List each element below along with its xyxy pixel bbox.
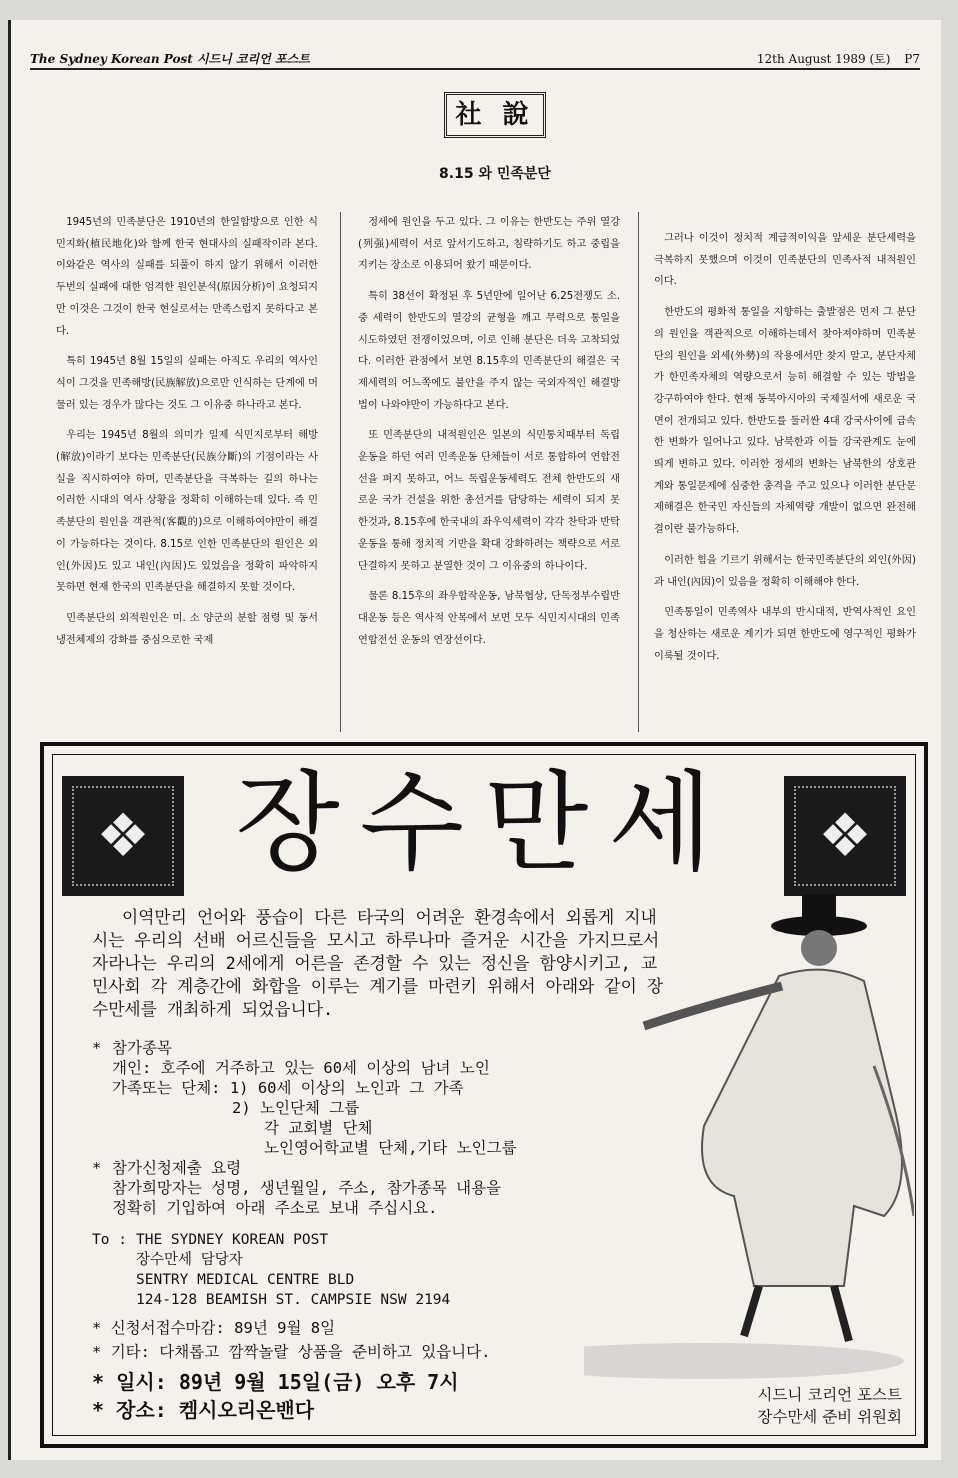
paragraph: 우리는 1945년 8월의 의미가 일제 식민지로부터 해방(解放)이라기 보다는 민족분단(民族分斷)의 기점이라는 사실을 직시하여야 하며, 민족분단을 극복하는 길의 하나는 이러한 시대의 역사 상황을 정확히 이해하는데 있다. 즉 민족분단의 원인을 객관적(客觀的)으로 이해하여야만이 해결이 가능하다는 것이다. 8.15로 인한 민족분단의 원인은 외인(外因)도 있고 내인(內因)도 있었음을 정확히 파악하지 못하면 현재 한국의 민족분단을 해결하지 못할 것이다. — [56, 430, 318, 594]
editorial-column-3 — [654, 228, 916, 676]
asterisk-icon: * — [92, 1343, 102, 1361]
address-line: SENTRY MEDICAL CENTRE BLD — [136, 1272, 355, 1288]
column-divider — [340, 212, 341, 732]
participation-line: 노인영어학교별 단체,기타 노인그룹 — [264, 1139, 517, 1157]
application-section — [92, 1158, 501, 1218]
application-line: 참가희망자는 성명, 생년월일, 주소, 참가종목 내용을 — [112, 1179, 502, 1197]
participation-line: 개인: 호주에 거주하고 있는 60세 이상의 남녀 노인 — [112, 1059, 490, 1077]
participation-line: 가족또는 단체: 1) 60세 이상의 노인과 그 가족 — [112, 1079, 464, 1097]
column-divider — [638, 212, 639, 732]
paragraph: 정세에 원인을 두고 있다. 그 이유는 한반도는 주위 열강(列强)세력이 서로 앞서기도하고, 침략하기도 하고 중립을 지키는 장소로 이용되어 왔기 때문이다. — [358, 217, 620, 272]
event-venue: * 장소: 켐시오리온밴다 — [92, 1398, 315, 1422]
to-label: To : — [92, 1232, 127, 1248]
ad-intro-text: 이역만리 언어와 풍습이 다른 타국의 어려운 환경속에서 외롭게 지내시는 우리의 선배 어르신들을 모시고 하루나마 즐거운 시간을 가지므로서 자라나는 우리의 2세에게 어른을 존경할 수 있는 정신을 함양시키고, 교민사회 각 계층간에 화합을 이루는 계기를 마련키 위해서 아래와 같이 장수만세를 개최하게 되었읍니다. — [92, 907, 664, 1019]
other-info: * 기타: 다채롭고 깜짝놀랄 상품을 준비하고 있읍니다. — [92, 1343, 491, 1361]
issue-date: 12th August 1989 (토) — [756, 52, 891, 66]
editorial-column-1 — [56, 212, 318, 660]
mailing-address — [92, 1230, 450, 1310]
paragraph: 그러나 이것이 정치적 계급적이익을 앞세운 분단세력을 극복하지 못했으며 이것이 민족분단의 민족사적 내적원인이다. — [654, 233, 916, 288]
ornament-right-icon: ❖ — [784, 776, 906, 896]
asterisk-icon: * — [92, 1159, 102, 1177]
asterisk-icon: * — [92, 1398, 105, 1422]
paragraph: 또 민족분단의 내적원인은 일본의 식민통치때부터 독립운동을 하던 여러 민족운동 단체들이 서로 통합하여 연합전선을 펴지 못하고, 어느 독립운동세력도 전체 한반도의 새로운 국가 건설을 위한 총선거를 담당하는 세력이 되지 못한것과, 8.15후에 한국내의 좌우익세력이 각각 찬탁과 반탁운동을 통해 정치적 기반을 확대 강화하려는 책략으로 서로 단결하지 못하고 분열한 것이 그 이유중의 하나이다. — [358, 430, 620, 572]
application-heading: * 참가신청제출 요령 — [92, 1159, 242, 1177]
asterisk-icon: * — [92, 1370, 105, 1394]
organizer-signature: 시드니 코리언 포스트 장수만세 준비 위원회 — [757, 1386, 902, 1426]
participation-line: 2) 노인단체 그룹 — [232, 1099, 360, 1117]
page-number: P7 — [904, 52, 920, 66]
ornament-left-icon: ❖ — [62, 776, 184, 896]
masthead-name: The Sydney Korean Post 시드니 코리언 포스트 — [30, 52, 310, 66]
masthead-dateline — [747, 50, 920, 67]
editorial-heading: 社 說 — [444, 92, 546, 138]
address-line: 장수만세 담당자 — [136, 1252, 243, 1268]
asterisk-icon: * — [92, 1039, 102, 1057]
application-line: 정확히 기입하여 아래 주소로 보내 주십시요. — [112, 1199, 438, 1217]
participation-line: 각 교회별 단체 — [264, 1119, 373, 1137]
paragraph: 1945년의 민족분단은 1910년의 한일합방으로 인한 식민지화(植民地化)와 함께 한국 현대사의 실패작이라 본다. 이와같은 역사의 실패를 되풀이 하지 않기 위해서 이러한 두번의 실패에 대한 엄격한 원인분석(原因分析)이 요청되지만 이것은 그것이 한국 현실로서는 만족스럽지 못하다고 본다. — [56, 217, 318, 337]
paragraph: 민족분단의 외적원인은 미. 소 양군의 분할 점령 및 동서 냉전체제의 강화를 중심으로한 국제 — [56, 612, 318, 646]
address-line: THE SYDNEY KOREAN POST — [136, 1232, 329, 1248]
address-line: 124-128 BEAMISH ST. CAMPSIE NSW 2194 — [136, 1292, 451, 1308]
advertisement — [40, 742, 928, 1448]
asterisk-icon: * — [92, 1319, 102, 1337]
paragraph: 특히 1945년 8월 15일의 실패는 아직도 우리의 역사인식이 그것을 민족해방(民族解放)으로만 인식하는 단계에 머물러 있는 경우가 많다는 것도 그 이유중 하나라고 본다. — [56, 356, 318, 411]
participation-heading: * 참가종목 — [92, 1039, 172, 1057]
paragraph: 한반도의 평화적 통일을 지향하는 출발점은 먼저 그 분단의 원인을 객관적으로 이해하는데서 찾아져야하며 민족분단의 원인을 외세(外勢)의 작용에서만 찾지 말고, 분단자체가 한민족자체의 역량으로서 능히 해결할 수 있는 방법을 강구하여야 한다. 현재 동북아시아의 국제질서에 새로운 국면이 전개되고 있다. 한반도를 둘러싼 4대 강국사이에 급속한 변화가 일어나고 있다. 남북한과 이들 강국관계도 눈에 띄게 변하고 있다. 이러한 정세의 변화는 남북한의 상호관계와 통일문제에 심중한 충격을 주고 있으나 이러한 분단문제해결은 한국민 자신들의 자체역량 개발이 없으면 완전해결이란 불가능하다. — [654, 307, 916, 536]
paragraph: 민족통일이 민족역사 내부의 반시대적, 반역사적인 요인을 청산하는 새로운 계기가 되면 한반도에 영구적인 평화가 이룩될 것이다. — [654, 607, 916, 662]
participation-section — [92, 1038, 517, 1158]
editorial-subtitle: 8.15 와 민족분단 — [439, 166, 551, 182]
editorial-column-2 — [358, 212, 620, 660]
paragraph: 특히 38선이 확정된 후 5년만에 일어난 6.25전쟁도 소.중 세력이 한반도의 열강의 균형을 깨고 무력으로 통일을 시도하였던 전쟁이었으며, 이로 인해 분단은 더욱 고착되었다. 이러한 관점에서 보면 8.15후의 민족분단의 해결은 국제세력의 어느쪽에도 불안을 주지 않는 국외자적인 해결방법이 나와야만이 가능하다고 본다. — [358, 291, 620, 411]
paragraph: 이러한 힘을 기르기 위해서는 한국민족분단의 외인(外因)과 내인(內因)이 있음을 정확히 이해해야 한다. — [654, 554, 916, 588]
ad-title: 장수만세 — [235, 761, 733, 886]
event-date: * 일시: 89년 9월 15일(금) 오후 7시 — [92, 1370, 459, 1394]
masthead — [30, 48, 920, 70]
paragraph: 물론 8.15후의 좌우합작운동, 남북협상, 단독정부수립반대운동 등은 역사적 안목에서 보면 모두 식민지시대의 민족 연합전선 운동의 연장선이다. — [358, 591, 620, 646]
deadline: * 신청서접수마감: 89년 9월 8일 — [92, 1319, 336, 1337]
dancer-figure-icon — [584, 886, 914, 1386]
